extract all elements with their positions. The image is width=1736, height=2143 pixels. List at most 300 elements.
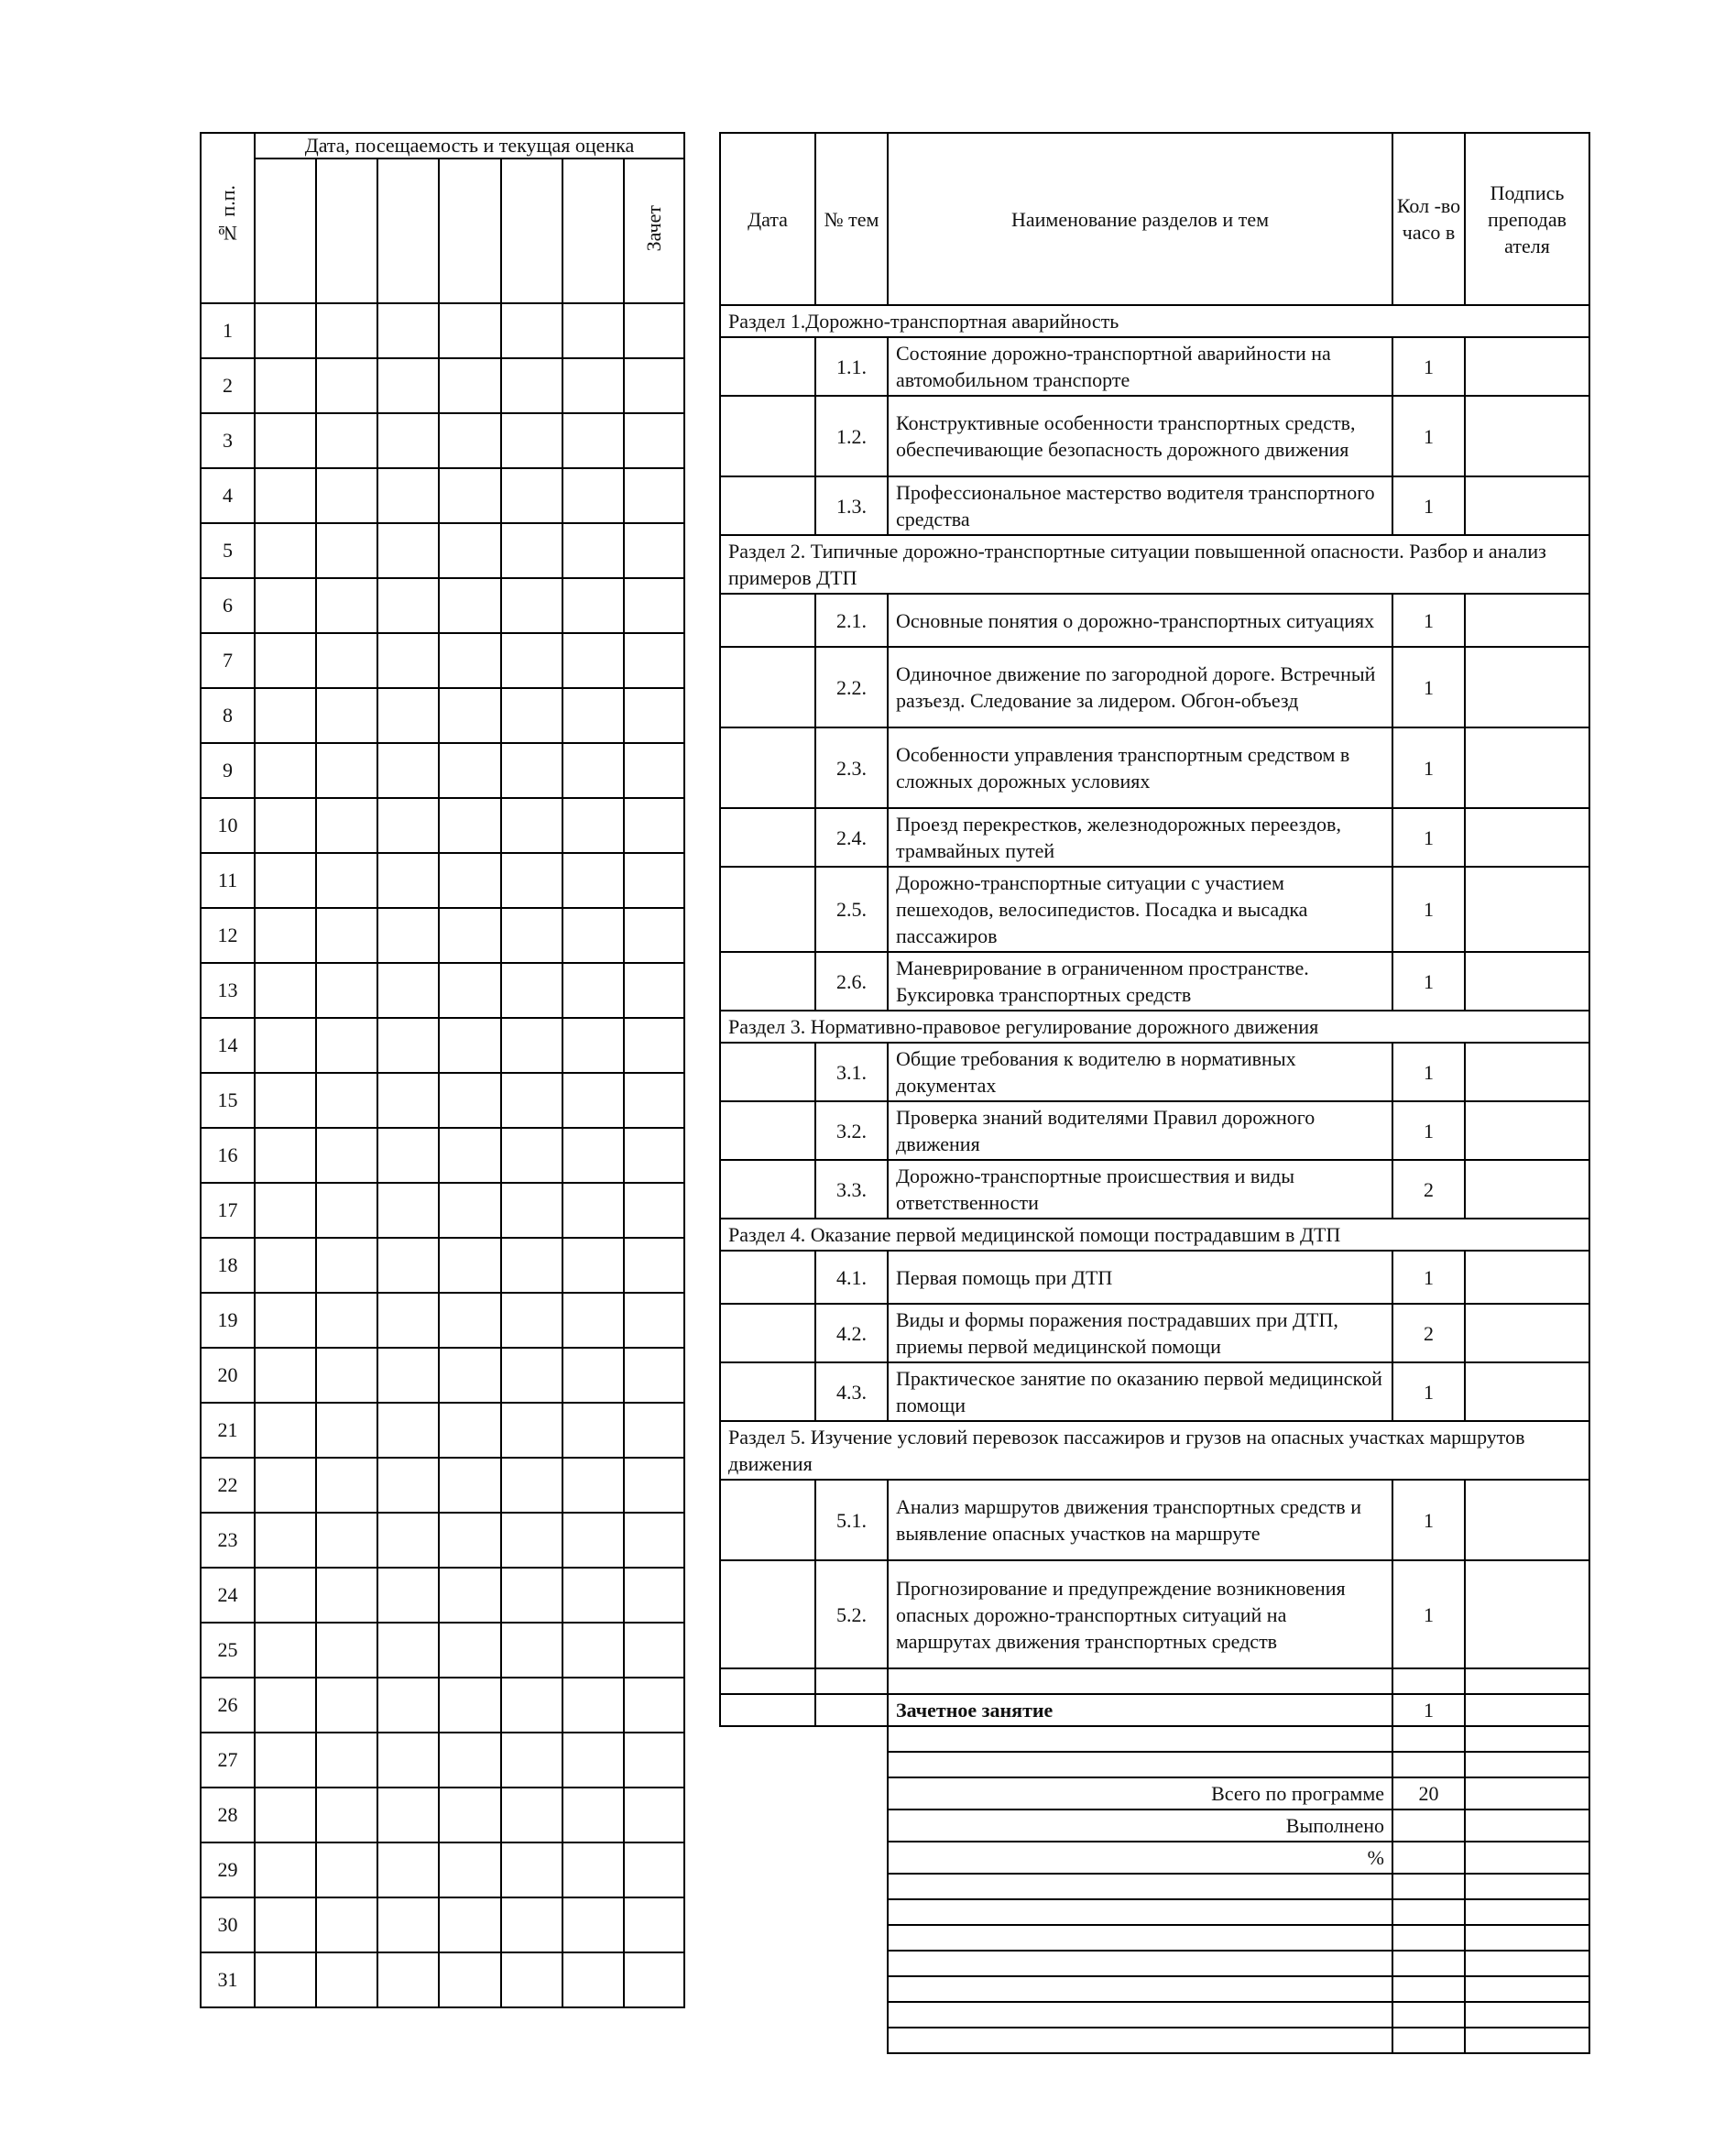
date-cell[interactable] xyxy=(720,1362,815,1421)
credit-cell[interactable] xyxy=(624,303,684,358)
mark-cell[interactable] xyxy=(316,1073,377,1128)
date-cell[interactable] xyxy=(720,1160,815,1219)
blank xyxy=(720,1899,815,1925)
mark-cell[interactable] xyxy=(377,688,439,743)
mark-cell[interactable] xyxy=(501,633,562,688)
credit-cell[interactable] xyxy=(624,963,684,1018)
credit-cell[interactable] xyxy=(624,1678,684,1733)
mark-cell[interactable] xyxy=(562,1018,624,1073)
signature-cell[interactable] xyxy=(1465,727,1589,808)
mark-cell[interactable] xyxy=(377,908,439,963)
empty-cell[interactable] xyxy=(815,1668,888,1694)
date-cell[interactable] xyxy=(720,952,815,1011)
signature-cell[interactable] xyxy=(1465,1101,1589,1160)
topic-number: 2.2. xyxy=(815,647,888,727)
signature-cell[interactable] xyxy=(1465,808,1589,867)
credit-cell[interactable] xyxy=(624,1183,684,1238)
mark-cell[interactable] xyxy=(439,523,500,578)
mark-cell[interactable] xyxy=(439,688,500,743)
credit-cell[interactable] xyxy=(624,1513,684,1568)
mark-cell[interactable] xyxy=(562,1128,624,1183)
credit-cell[interactable] xyxy=(624,853,684,908)
mark-cell[interactable] xyxy=(562,1788,624,1842)
mark-cell[interactable] xyxy=(501,1733,562,1788)
mark-cell[interactable] xyxy=(255,1293,316,1348)
mark-cell[interactable] xyxy=(377,1623,439,1678)
mark-cell[interactable] xyxy=(501,1128,562,1183)
mark-cell[interactable] xyxy=(377,853,439,908)
row-number: 9 xyxy=(201,743,255,798)
mark-cell[interactable] xyxy=(439,963,500,1018)
mark-cell[interactable] xyxy=(255,303,316,358)
mark-cell[interactable] xyxy=(255,1788,316,1842)
mark-cell[interactable] xyxy=(377,303,439,358)
mark-cell[interactable] xyxy=(439,1897,500,1952)
mark-cell[interactable] xyxy=(501,523,562,578)
mark-cell[interactable] xyxy=(255,1623,316,1678)
signature-cell[interactable] xyxy=(1465,1951,1589,1976)
mark-cell[interactable] xyxy=(501,578,562,633)
row-number: 1 xyxy=(201,303,255,358)
signature-cell[interactable] xyxy=(1465,1362,1589,1421)
mark-cell[interactable] xyxy=(439,633,500,688)
mark-cell[interactable] xyxy=(501,1183,562,1238)
signature-cell[interactable] xyxy=(1465,2002,1589,2028)
mark-cell[interactable] xyxy=(501,908,562,963)
signature-cell[interactable] xyxy=(1465,396,1589,476)
mark-cell[interactable] xyxy=(562,853,624,908)
mark-cell[interactable] xyxy=(377,1842,439,1897)
mark-cell[interactable] xyxy=(316,1678,377,1733)
mark-cell[interactable] xyxy=(439,1842,500,1897)
mark-cell[interactable] xyxy=(439,1952,500,2007)
mark-cell[interactable] xyxy=(501,688,562,743)
mark-cell[interactable] xyxy=(316,1238,377,1293)
mark-cell[interactable] xyxy=(255,1513,316,1568)
signature-cell[interactable] xyxy=(1465,1777,1589,1810)
mark-cell[interactable] xyxy=(255,688,316,743)
mark-cell[interactable] xyxy=(562,1568,624,1623)
mark-cell[interactable] xyxy=(316,1293,377,1348)
date-cell[interactable] xyxy=(720,1694,815,1726)
mark-cell[interactable] xyxy=(255,1183,316,1238)
mark-cell[interactable] xyxy=(501,1788,562,1842)
mark-cell[interactable] xyxy=(316,1513,377,1568)
signature-cell[interactable] xyxy=(1465,1480,1589,1560)
signature-cell[interactable] xyxy=(1465,337,1589,396)
summary-empty xyxy=(888,1951,1392,1976)
mark-cell[interactable] xyxy=(255,358,316,413)
mark-cell[interactable] xyxy=(562,303,624,358)
mark-cell[interactable] xyxy=(562,633,624,688)
date-cell[interactable] xyxy=(720,1560,815,1668)
mark-cell[interactable] xyxy=(316,1842,377,1897)
attendance-row xyxy=(201,1073,684,1128)
empty-cell[interactable] xyxy=(888,1668,1392,1694)
mark-cell[interactable] xyxy=(377,1897,439,1952)
mark-cell[interactable] xyxy=(562,963,624,1018)
signature-cell[interactable] xyxy=(1465,476,1589,535)
mark-cell[interactable] xyxy=(439,413,500,468)
mark-cell[interactable] xyxy=(377,1513,439,1568)
topic-hours: 1 xyxy=(1392,337,1465,396)
mark-cell[interactable] xyxy=(501,468,562,523)
mark-cell[interactable] xyxy=(562,1293,624,1348)
mark-cell[interactable] xyxy=(377,1183,439,1238)
date-cell[interactable] xyxy=(501,159,562,303)
signature-cell[interactable] xyxy=(1465,594,1589,647)
mark-cell[interactable] xyxy=(377,413,439,468)
date-cell[interactable] xyxy=(720,1480,815,1560)
mark-cell[interactable] xyxy=(501,1952,562,2007)
credit-cell[interactable] xyxy=(624,1238,684,1293)
mark-cell[interactable] xyxy=(501,1073,562,1128)
mark-cell[interactable] xyxy=(377,1073,439,1128)
mark-cell[interactable] xyxy=(255,1238,316,1293)
credit-cell[interactable] xyxy=(624,1568,684,1623)
mark-cell[interactable] xyxy=(439,578,500,633)
mark-cell[interactable] xyxy=(316,1897,377,1952)
mark-cell[interactable] xyxy=(501,1458,562,1513)
credit-cell[interactable] xyxy=(624,358,684,413)
mark-cell[interactable] xyxy=(377,1293,439,1348)
mark-cell[interactable] xyxy=(316,963,377,1018)
date-cell[interactable] xyxy=(720,476,815,535)
credit-cell[interactable] xyxy=(624,1623,684,1678)
mark-cell[interactable] xyxy=(255,743,316,798)
date-cell[interactable] xyxy=(720,396,815,476)
mark-cell[interactable] xyxy=(255,963,316,1018)
mark-cell[interactable] xyxy=(316,908,377,963)
credit-cell[interactable] xyxy=(624,1348,684,1403)
credit-cell[interactable] xyxy=(624,798,684,853)
mark-cell[interactable] xyxy=(562,688,624,743)
topic-number: 1.1. xyxy=(815,337,888,396)
mark-cell[interactable] xyxy=(316,1348,377,1403)
summary-row xyxy=(720,1874,1589,1899)
date-cell[interactable] xyxy=(720,1043,815,1101)
topic-row xyxy=(720,647,1589,727)
mark-cell[interactable] xyxy=(439,798,500,853)
mark-cell[interactable] xyxy=(255,1678,316,1733)
mark-cell[interactable] xyxy=(439,1733,500,1788)
mark-cell[interactable] xyxy=(439,908,500,963)
mark-cell[interactable] xyxy=(255,1842,316,1897)
topic-name: Проезд перекрестков, железнодорожных переездов, трамвайных путей xyxy=(888,808,1392,867)
mark-cell[interactable] xyxy=(316,523,377,578)
date-cell[interactable] xyxy=(720,1251,815,1304)
mark-cell[interactable] xyxy=(439,853,500,908)
mark-cell[interactable] xyxy=(255,1568,316,1623)
credit-cell[interactable] xyxy=(624,413,684,468)
mark-cell[interactable] xyxy=(316,1568,377,1623)
signature-cell[interactable] xyxy=(1465,1560,1589,1668)
topic-number: 5.2. xyxy=(815,1560,888,1668)
mark-cell[interactable] xyxy=(255,1458,316,1513)
mark-cell[interactable] xyxy=(377,1238,439,1293)
mark-cell[interactable] xyxy=(377,963,439,1018)
mark-cell[interactable] xyxy=(501,1568,562,1623)
mark-cell[interactable] xyxy=(255,1952,316,2007)
mark-cell[interactable] xyxy=(439,1403,500,1458)
mark-cell[interactable] xyxy=(439,1348,500,1403)
credit-cell[interactable] xyxy=(624,523,684,578)
credit-cell[interactable] xyxy=(624,1018,684,1073)
signature-cell[interactable] xyxy=(1465,1976,1589,2002)
mark-cell[interactable] xyxy=(316,1183,377,1238)
mark-cell[interactable] xyxy=(501,1238,562,1293)
mark-cell[interactable] xyxy=(501,1897,562,1952)
mark-cell[interactable] xyxy=(377,1952,439,2007)
mark-cell[interactable] xyxy=(377,523,439,578)
mark-cell[interactable] xyxy=(377,1788,439,1842)
credit-cell[interactable] xyxy=(624,743,684,798)
mark-cell[interactable] xyxy=(501,1842,562,1897)
signature-cell[interactable] xyxy=(1465,1810,1589,1842)
mark-cell[interactable] xyxy=(501,798,562,853)
signature-cell[interactable] xyxy=(1465,1899,1589,1925)
mark-cell[interactable] xyxy=(377,1128,439,1183)
mark-cell[interactable] xyxy=(562,1623,624,1678)
mark-cell[interactable] xyxy=(501,1623,562,1678)
mark-cell[interactable] xyxy=(316,633,377,688)
mark-cell[interactable] xyxy=(316,1018,377,1073)
mark-cell[interactable] xyxy=(562,1842,624,1897)
mark-cell[interactable] xyxy=(255,633,316,688)
date-cell[interactable] xyxy=(255,159,316,303)
mark-cell[interactable] xyxy=(501,963,562,1018)
mark-cell[interactable] xyxy=(377,468,439,523)
date-cell[interactable] xyxy=(720,867,815,952)
mark-cell[interactable] xyxy=(255,1128,316,1183)
signature-cell[interactable] xyxy=(1465,1160,1589,1219)
mark-cell[interactable] xyxy=(501,303,562,358)
mark-cell[interactable] xyxy=(439,1623,500,1678)
mark-cell[interactable] xyxy=(377,1678,439,1733)
mark-cell[interactable] xyxy=(439,358,500,413)
mark-cell[interactable] xyxy=(439,468,500,523)
credit-cell[interactable] xyxy=(624,1733,684,1788)
mark-cell[interactable] xyxy=(377,1733,439,1788)
credit-cell[interactable] xyxy=(624,1458,684,1513)
mark-cell[interactable] xyxy=(439,303,500,358)
mark-cell[interactable] xyxy=(377,633,439,688)
signature-cell[interactable] xyxy=(1465,1304,1589,1362)
mark-cell[interactable] xyxy=(501,743,562,798)
mark-cell[interactable] xyxy=(316,688,377,743)
mark-cell[interactable] xyxy=(255,1897,316,1952)
credit-cell[interactable] xyxy=(624,688,684,743)
mark-cell[interactable] xyxy=(439,743,500,798)
mark-cell[interactable] xyxy=(439,1513,500,1568)
mark-cell[interactable] xyxy=(316,1458,377,1513)
attendance-row xyxy=(201,1403,684,1458)
mark-cell[interactable] xyxy=(562,1073,624,1128)
mark-cell[interactable] xyxy=(377,578,439,633)
mark-cell[interactable] xyxy=(501,1678,562,1733)
mark-cell[interactable] xyxy=(255,413,316,468)
mark-cell[interactable] xyxy=(562,578,624,633)
credit-cell[interactable] xyxy=(624,468,684,523)
empty-cell[interactable] xyxy=(1392,1668,1465,1694)
mark-cell[interactable] xyxy=(501,1348,562,1403)
mark-cell[interactable] xyxy=(562,1183,624,1238)
signature-cell[interactable] xyxy=(1465,647,1589,727)
signature-cell[interactable] xyxy=(1465,867,1589,952)
attendance-row xyxy=(201,853,684,908)
mark-cell[interactable] xyxy=(439,1073,500,1128)
summary-hours xyxy=(1392,1842,1465,1874)
mark-cell[interactable] xyxy=(562,908,624,963)
credit-cell[interactable] xyxy=(624,908,684,963)
summary-empty xyxy=(888,2002,1392,2028)
mark-cell[interactable] xyxy=(316,578,377,633)
mark-cell[interactable] xyxy=(255,1733,316,1788)
date-cell[interactable] xyxy=(720,727,815,808)
date-cell[interactable] xyxy=(720,808,815,867)
mark-cell[interactable] xyxy=(316,1403,377,1458)
mark-cell[interactable] xyxy=(501,1513,562,1568)
mark-cell[interactable] xyxy=(562,798,624,853)
mark-cell[interactable] xyxy=(501,358,562,413)
mark-cell[interactable] xyxy=(439,1128,500,1183)
mark-cell[interactable] xyxy=(501,1403,562,1458)
mark-cell[interactable] xyxy=(439,1183,500,1238)
row-number: 31 xyxy=(201,1952,255,2007)
topic-name: Основные понятия о дорожно-транспортных ситуациях xyxy=(888,594,1392,647)
mark-cell[interactable] xyxy=(255,1403,316,1458)
attendance-row xyxy=(201,1897,684,1952)
mark-cell[interactable] xyxy=(316,1788,377,1842)
mark-cell[interactable] xyxy=(501,853,562,908)
mark-cell[interactable] xyxy=(439,1293,500,1348)
mark-cell[interactable] xyxy=(316,358,377,413)
date-cell[interactable] xyxy=(720,1101,815,1160)
date-cell[interactable] xyxy=(720,594,815,647)
mark-cell[interactable] xyxy=(255,1348,316,1403)
mark-cell[interactable] xyxy=(316,1733,377,1788)
signature-cell[interactable] xyxy=(1465,1842,1589,1874)
credit-cell[interactable] xyxy=(624,1952,684,2007)
mark-cell[interactable] xyxy=(377,1458,439,1513)
mark-cell[interactable] xyxy=(377,743,439,798)
mark-cell[interactable] xyxy=(562,1952,624,2007)
mark-cell[interactable] xyxy=(377,1403,439,1458)
mark-cell[interactable] xyxy=(255,798,316,853)
date-cell[interactable] xyxy=(720,337,815,396)
mark-cell[interactable] xyxy=(439,1018,500,1073)
mark-cell[interactable] xyxy=(562,743,624,798)
date-cell[interactable] xyxy=(316,159,377,303)
mark-cell[interactable] xyxy=(562,1733,624,1788)
mark-cell[interactable] xyxy=(316,1952,377,2007)
mark-cell[interactable] xyxy=(501,413,562,468)
credit-cell[interactable] xyxy=(624,633,684,688)
date-cell[interactable] xyxy=(720,1304,815,1362)
empty-cell[interactable] xyxy=(720,1668,815,1694)
credit-cell[interactable] xyxy=(624,1897,684,1952)
mark-cell[interactable] xyxy=(316,468,377,523)
credit-cell[interactable] xyxy=(624,1403,684,1458)
mark-cell[interactable] xyxy=(439,1678,500,1733)
mark-cell[interactable] xyxy=(377,798,439,853)
mark-cell[interactable] xyxy=(255,853,316,908)
signature-cell[interactable] xyxy=(1465,1874,1589,1899)
mark-cell[interactable] xyxy=(255,523,316,578)
mark-cell[interactable] xyxy=(377,1568,439,1623)
mark-cell[interactable] xyxy=(316,1623,377,1678)
credit-cell[interactable] xyxy=(624,1073,684,1128)
signature-cell[interactable] xyxy=(1465,952,1589,1011)
mark-cell[interactable] xyxy=(562,1348,624,1403)
row-number: 18 xyxy=(201,1238,255,1293)
topic-row xyxy=(720,1560,1589,1668)
mark-cell[interactable] xyxy=(316,1128,377,1183)
signature-cell[interactable] xyxy=(1465,1251,1589,1304)
mark-cell[interactable] xyxy=(501,1293,562,1348)
mark-cell[interactable] xyxy=(501,1018,562,1073)
empty-cell[interactable] xyxy=(1465,1668,1589,1694)
credit-cell[interactable] xyxy=(624,1788,684,1842)
date-cell[interactable] xyxy=(720,647,815,727)
blank xyxy=(815,1874,888,1899)
mark-cell[interactable] xyxy=(562,1403,624,1458)
mark-cell[interactable] xyxy=(562,523,624,578)
mark-cell[interactable] xyxy=(255,1018,316,1073)
mark-cell[interactable] xyxy=(316,413,377,468)
credit-cell[interactable] xyxy=(624,1842,684,1897)
date-cell[interactable] xyxy=(562,159,624,303)
mark-cell[interactable] xyxy=(439,1238,500,1293)
mark-cell[interactable] xyxy=(439,1788,500,1842)
mark-cell[interactable] xyxy=(439,1458,500,1513)
row-number: 5 xyxy=(201,523,255,578)
mark-cell[interactable] xyxy=(316,303,377,358)
mark-cell[interactable] xyxy=(316,798,377,853)
signature-cell[interactable] xyxy=(1465,1925,1589,1951)
date-cell[interactable] xyxy=(439,159,500,303)
blank xyxy=(720,1951,815,1976)
mark-cell[interactable] xyxy=(562,1513,624,1568)
mark-cell[interactable] xyxy=(316,853,377,908)
mark-cell[interactable] xyxy=(562,1897,624,1952)
date-cell[interactable] xyxy=(377,159,439,303)
mark-cell[interactable] xyxy=(377,1018,439,1073)
mark-cell[interactable] xyxy=(255,578,316,633)
mark-cell[interactable] xyxy=(562,468,624,523)
mark-cell[interactable] xyxy=(562,358,624,413)
credit-cell[interactable] xyxy=(624,1293,684,1348)
mark-cell[interactable] xyxy=(255,908,316,963)
mark-cell[interactable] xyxy=(562,413,624,468)
mark-cell[interactable] xyxy=(255,1073,316,1128)
credit-cell[interactable] xyxy=(624,1128,684,1183)
signature-cell[interactable] xyxy=(1465,2028,1589,2053)
mark-cell[interactable] xyxy=(316,743,377,798)
signature-cell[interactable] xyxy=(1465,1694,1589,1726)
credit-cell[interactable] xyxy=(624,578,684,633)
mark-cell[interactable] xyxy=(377,358,439,413)
signature-cell[interactable] xyxy=(1465,1043,1589,1101)
signature-cell[interactable] xyxy=(1465,1726,1589,1752)
mark-cell[interactable] xyxy=(562,1678,624,1733)
mark-cell[interactable] xyxy=(439,1568,500,1623)
mark-cell[interactable] xyxy=(562,1238,624,1293)
mark-cell[interactable] xyxy=(377,1348,439,1403)
signature-cell[interactable] xyxy=(1465,1752,1589,1777)
mark-cell[interactable] xyxy=(562,1458,624,1513)
mark-cell[interactable] xyxy=(255,468,316,523)
